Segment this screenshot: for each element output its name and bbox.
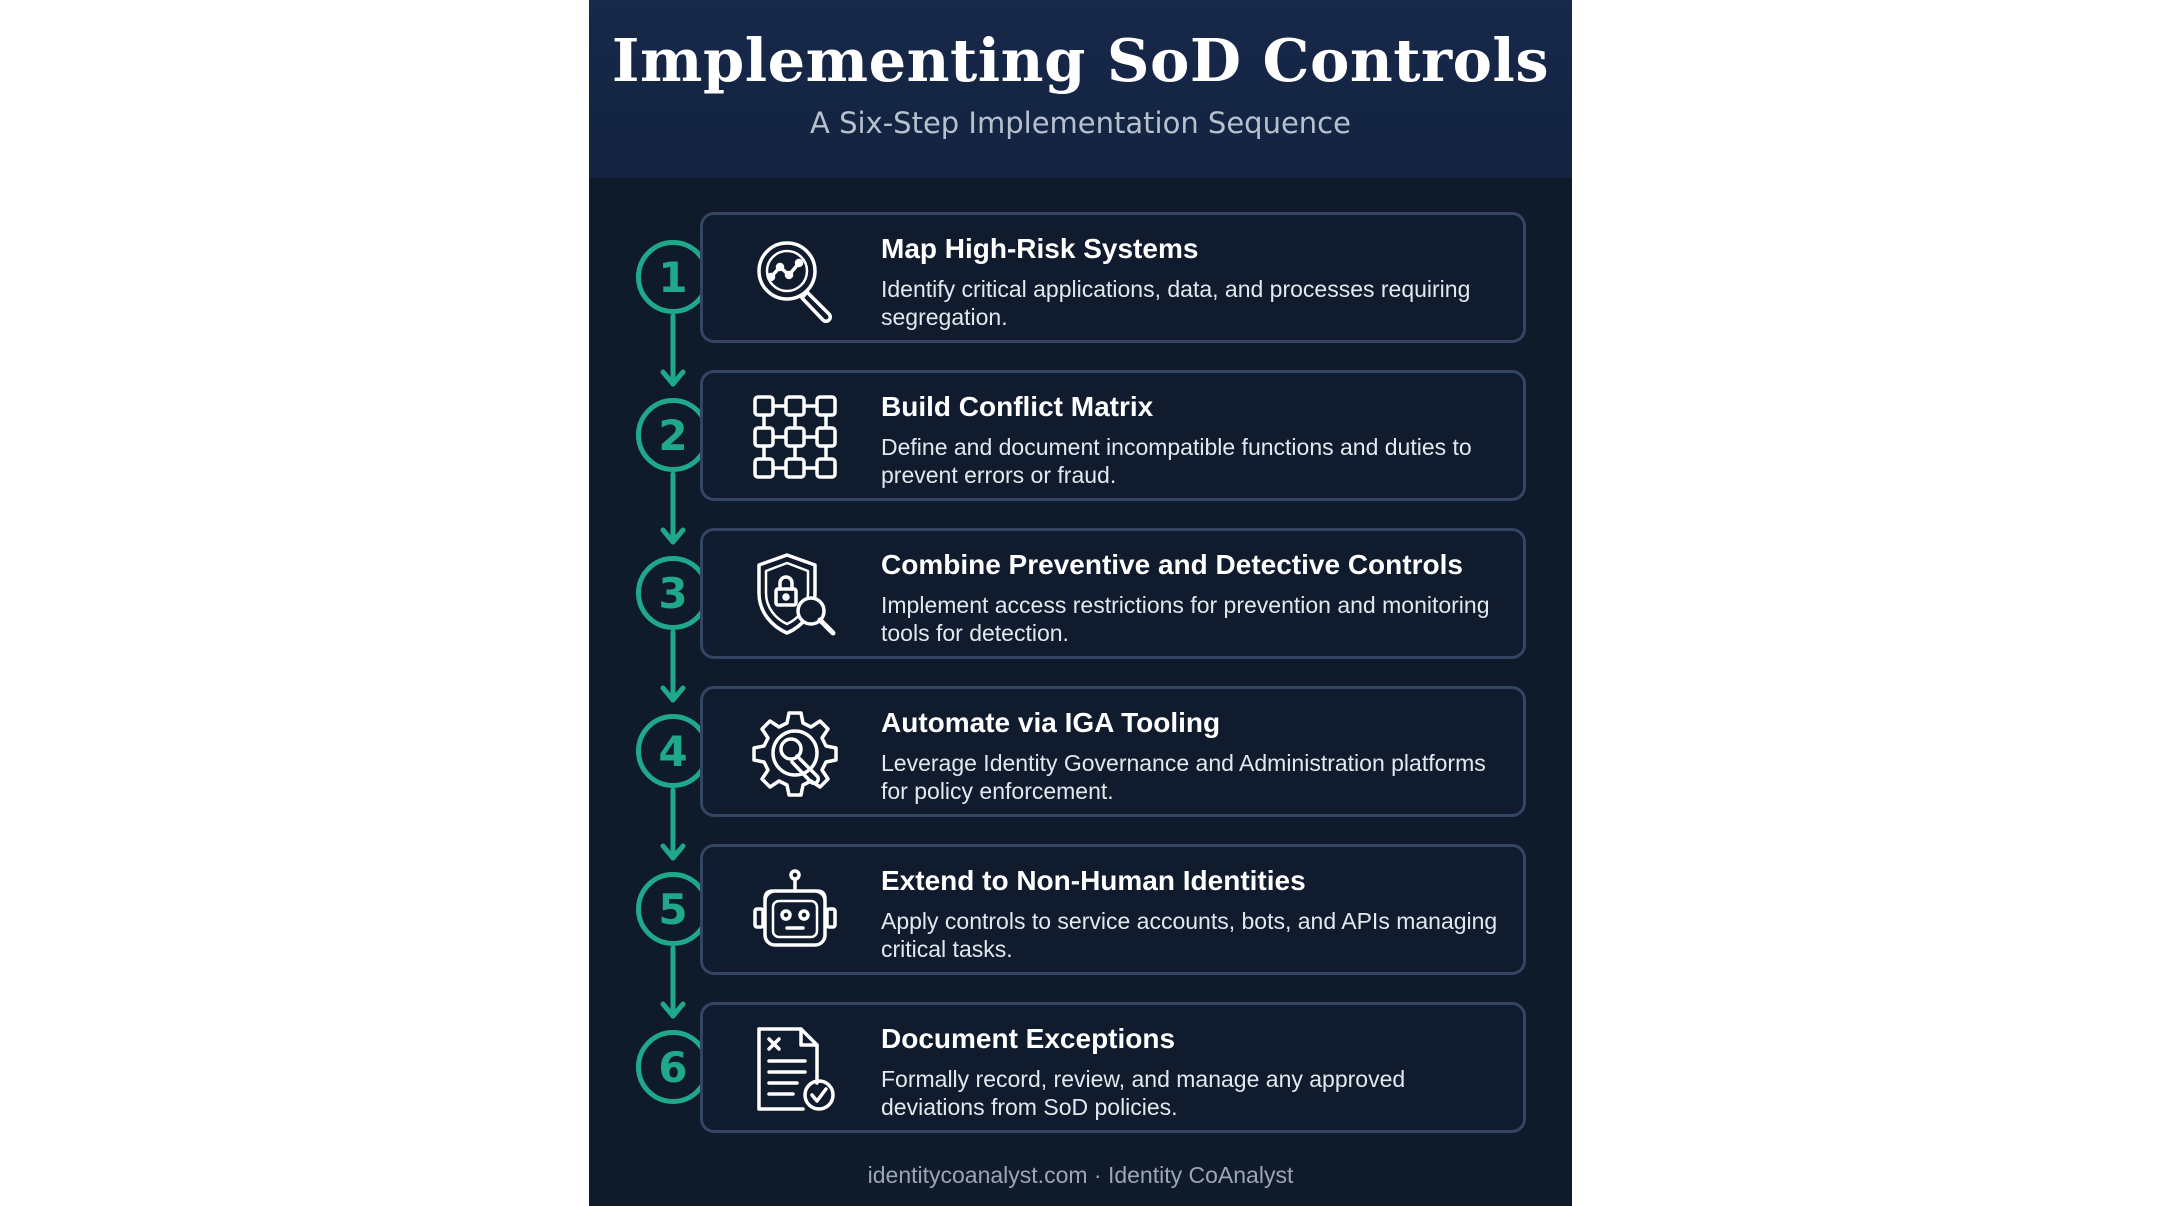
page-title: Implementing SoD Controls (611, 26, 1550, 95)
step-title-6: Document Exceptions (881, 1023, 1176, 1054)
step-number-2: 2 (636, 398, 710, 472)
step-title-1: Map High-Risk Systems (881, 233, 1199, 264)
step-card-2 (700, 370, 1526, 501)
step-desc-6: Formally record, review, and manage any approved deviations from SoD policies. (881, 1066, 1406, 1120)
step-card-6 (700, 1002, 1526, 1133)
footer-credit: identitycoanalyst.com · Identity CoAnalyst (867, 1162, 1294, 1188)
document-check-icon (751, 1025, 839, 1113)
step-number-6: 6 (636, 1030, 710, 1104)
shield-lock-search-icon (751, 551, 839, 639)
step-desc-1: Identify critical applications, data, and processes requiring segregation. (881, 276, 1471, 330)
step-card-5 (700, 844, 1526, 975)
grid-matrix-icon (751, 393, 839, 481)
step-desc-2: Define and document incompatible functions and duties to prevent errors or fraud. (881, 434, 1472, 488)
step-number-4: 4 (636, 714, 710, 788)
step-desc-4: Leverage Identity Governance and Administration platforms for policy enforcement. (881, 750, 1486, 804)
step-desc-3: Implement access restrictions for prevention and monitoring tools for detection. (881, 592, 1490, 646)
step-title-5: Extend to Non-Human Identities (881, 865, 1306, 896)
page-subtitle: A Six-Step Implementation Sequence (810, 106, 1351, 140)
magnifier-chart-icon (751, 235, 839, 323)
infographic-panel (589, 0, 1572, 1206)
step-number-1: 1 (636, 240, 710, 314)
step-title-4: Automate via IGA Tooling (881, 707, 1221, 738)
step-desc-5: Apply controls to service accounts, bots, and APIs managing critical tasks. (881, 908, 1498, 962)
step-title-3: Combine Preventive and Detective Controls (881, 549, 1463, 580)
step-card-4 (700, 686, 1526, 817)
step-card-3 (700, 528, 1526, 659)
step-title-2: Build Conflict Matrix (881, 391, 1154, 422)
gear-wrench-icon (751, 709, 839, 797)
step-number-5: 5 (636, 872, 710, 946)
step-card-1 (700, 212, 1526, 343)
step-number-3: 3 (636, 556, 710, 630)
robot-icon (751, 867, 839, 955)
